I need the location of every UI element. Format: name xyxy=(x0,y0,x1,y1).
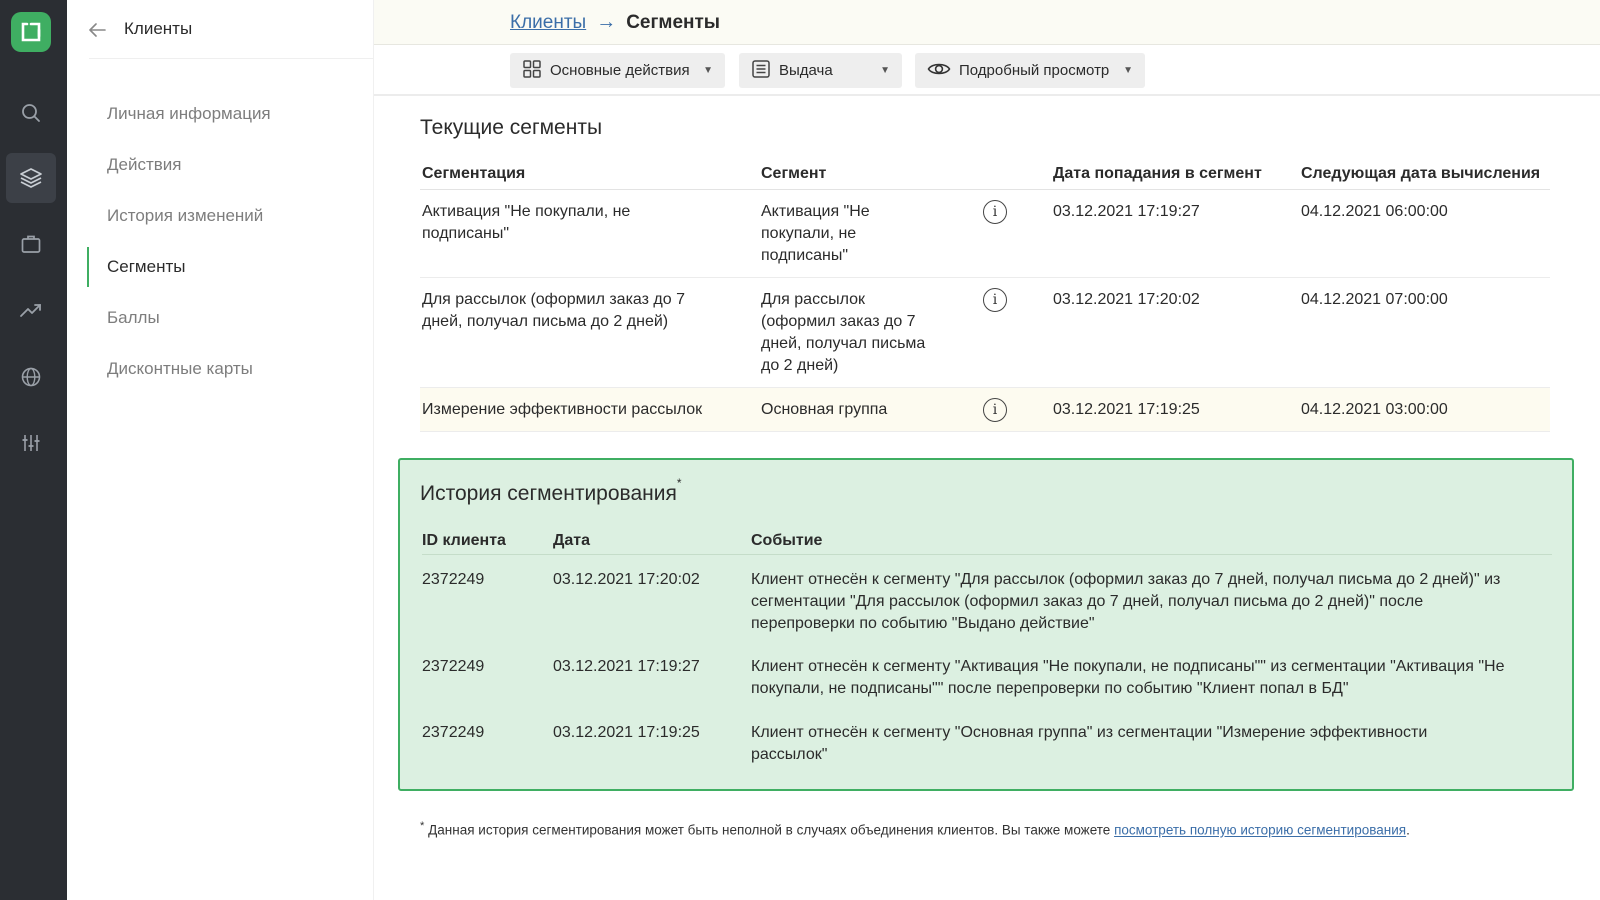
table-row xyxy=(420,189,1550,277)
trend-icon[interactable] xyxy=(12,291,50,329)
eye-icon xyxy=(927,60,951,82)
date-cell: 03.12.2021 17:19:25 xyxy=(553,724,700,741)
column-header: ID клиента xyxy=(422,531,506,549)
table-row xyxy=(420,387,1550,431)
subnav-item-personal-info[interactable]: Личная информация xyxy=(107,104,271,123)
briefcase-icon[interactable] xyxy=(12,225,50,263)
footnote-star: * xyxy=(676,476,682,490)
full-history-link[interactable]: посмотреть полную историю сегментирования xyxy=(1114,822,1407,838)
client-subnav xyxy=(67,0,374,900)
segmentation-history-panel xyxy=(398,458,1574,791)
subnav-divider xyxy=(89,58,373,59)
segmentation-cell: Измерение эффективности рассылок xyxy=(422,400,703,418)
column-header: Сегментация xyxy=(422,165,526,183)
table-row xyxy=(422,554,1552,642)
entered-date-cell: 03.12.2021 17:19:25 xyxy=(1053,400,1200,418)
column-header: Дата попадания в сегмент xyxy=(1053,165,1262,183)
toolbar xyxy=(374,46,1600,96)
table-row xyxy=(422,642,1552,708)
info-icon[interactable]: i xyxy=(983,200,1007,224)
list-icon xyxy=(751,59,771,83)
layers-icon[interactable] xyxy=(6,153,56,203)
breadcrumb xyxy=(510,11,720,34)
next-date-cell: 04.12.2021 03:00:00 xyxy=(1301,400,1448,418)
segmentation-cell: Активация "Не покупали, не подписаны" xyxy=(422,202,631,242)
grid-icon xyxy=(522,59,542,83)
search-icon[interactable] xyxy=(12,94,50,132)
sliders-icon[interactable] xyxy=(12,424,50,462)
subnav-item-segments[interactable]: Сегменты xyxy=(107,257,186,276)
subnav-item-points[interactable]: Баллы xyxy=(107,308,160,327)
breadcrumb-arrow-icon: → xyxy=(596,11,617,33)
column-header: Следующая дата вычисления xyxy=(1301,165,1541,183)
table-header-row xyxy=(422,528,1552,554)
column-header: Дата xyxy=(553,531,591,549)
segmentation-cell: Для рассылок (оформил заказ до 7 дней, получал письма до 2 дней) xyxy=(422,290,686,330)
subnav-item-actions[interactable]: Действия xyxy=(107,155,182,174)
next-date-cell: 04.12.2021 06:00:00 xyxy=(1301,202,1448,220)
column-header: Сегмент xyxy=(761,165,827,183)
breadcrumb-clients-link[interactable]: Клиенты xyxy=(510,11,587,33)
page-title: Сегменты xyxy=(626,11,721,33)
footnote-star: * xyxy=(420,820,425,832)
segment-cell: Основная группа xyxy=(761,400,888,418)
detailed-view-dropdown[interactable] xyxy=(915,53,1145,88)
segment-cell: Активация "Не покупали, не подписаны" xyxy=(761,202,870,264)
date-cell: 03.12.2021 17:19:27 xyxy=(553,658,700,675)
client-id-cell: 2372249 xyxy=(422,724,485,741)
date-cell: 03.12.2021 17:20:02 xyxy=(553,570,700,588)
subnav-item-change-history[interactable]: История изменений xyxy=(107,206,264,225)
chevron-down-icon: ▼ xyxy=(703,65,713,76)
entered-date-cell: 03.12.2021 17:19:27 xyxy=(1053,202,1200,220)
current-segments-table xyxy=(420,160,1550,432)
history-title-text: История сегментирования xyxy=(420,482,677,505)
back-arrow-icon[interactable] xyxy=(89,18,107,42)
info-icon[interactable]: i xyxy=(983,288,1007,312)
main-actions-label: Основные действия xyxy=(550,62,690,79)
info-icon[interactable]: i xyxy=(983,398,1007,422)
client-id-cell: 2372249 xyxy=(422,658,485,675)
history-table xyxy=(422,528,1552,774)
column-header: Событие xyxy=(751,531,823,549)
history-title xyxy=(420,476,682,506)
logo-icon[interactable] xyxy=(11,12,51,52)
entered-date-cell: 03.12.2021 17:20:02 xyxy=(1053,290,1200,308)
column-header-blank xyxy=(981,160,1051,189)
current-segments-title: Текущие сегменты xyxy=(420,116,603,139)
subnav-item-discount-cards[interactable]: Дисконтные карты xyxy=(107,359,253,378)
page-header xyxy=(374,0,1600,45)
issuance-dropdown[interactable] xyxy=(739,53,902,88)
active-item-marker xyxy=(87,247,89,287)
event-cell: Клиент отнесён к сегменту "Для рассылок (оформил заказ до 7 дней, получал письма до 2 дней)" из сегментации "Для рассылок (оформил заказ до 7 дней, получал письма до 2 дней)" после перепроверки по событию "Выдано действие" xyxy=(751,570,1501,632)
icon-rail xyxy=(0,0,67,900)
event-cell: Клиент отнесён к сегменту "Активация "Не покупали, не подписаны"" из сегментации "Активация "Не покупали, не подписаны"" после перепроверки по событию "Клиент попал в БД" xyxy=(751,658,1505,697)
subnav-title: Клиенты xyxy=(124,19,193,38)
next-date-cell: 04.12.2021 07:00:00 xyxy=(1301,290,1448,308)
globe-icon[interactable] xyxy=(12,358,50,396)
chevron-down-icon: ▼ xyxy=(880,65,890,76)
detailed-view-label: Подробный просмотр xyxy=(959,62,1110,79)
client-id-cell: 2372249 xyxy=(422,570,485,588)
main-actions-dropdown[interactable] xyxy=(510,53,725,88)
table-row xyxy=(422,708,1552,774)
segment-cell: Для рассылок (оформил заказ до 7 дней, получал письма до 2 дней) xyxy=(761,290,926,374)
issuance-label: Выдача xyxy=(779,62,833,79)
footnote-text: Данная история сегментирования может быть неполной в случаях объединения клиентов. Вы также можете xyxy=(428,822,1115,838)
table-header-row xyxy=(420,160,1550,189)
footnote-end: . xyxy=(1406,822,1410,838)
event-cell: Клиент отнесён к сегменту "Основная группа" из сегментации "Измерение эффективности рассылок" xyxy=(751,724,1428,763)
table-row xyxy=(420,277,1550,387)
footnote xyxy=(420,820,1410,838)
chevron-down-icon: ▼ xyxy=(1123,65,1133,76)
